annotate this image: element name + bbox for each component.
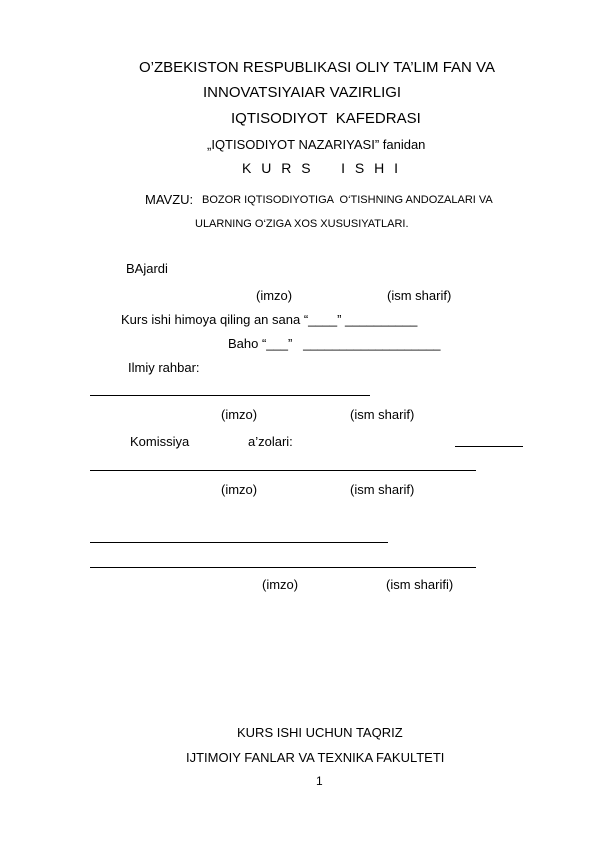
work-type-title: K U R S I S H I [242, 160, 402, 176]
grade-line: Baho “___” ___________________ [228, 336, 441, 351]
commission-signature-caption-1: (imzo) [221, 482, 258, 497]
defense-date-line: Kurs ishi himoya qiling an sana “____” __________ [121, 312, 418, 327]
subject-name: „IQTISODIYOT NAZARIYASI” fanidan [207, 137, 426, 152]
topic-label: MAVZU: [145, 192, 194, 207]
topic-line1: BOZOR IQTISODIYOTIGA O‘TISHNING ANDOZALARI VA [202, 194, 493, 206]
commission-name-caption-1: (ism sharif) [350, 482, 415, 497]
commission-member-line-1 [90, 470, 476, 471]
faculty-name: IJTIMOIY FANLAR VA TEXNIKA FAKULTETI [186, 750, 445, 765]
supervisor-signature-caption: (imzo) [221, 407, 258, 422]
department-name: IQTISODIYOT KAFEDRASI [231, 110, 421, 127]
commission-member-line-short [455, 446, 523, 447]
name-caption: (ism sharif) [387, 288, 452, 303]
commission-name-caption-2: (ism sharifi) [386, 577, 454, 592]
supervisor-name-caption: (ism sharif) [350, 407, 415, 422]
commission-member-line-3 [90, 567, 476, 568]
commission-member-line-2 [90, 542, 388, 543]
supervisor-signature-line [90, 395, 370, 396]
page-number: 1 [316, 774, 323, 788]
performed-by-label: BAjardi [126, 261, 168, 276]
ministry-title-line1: O’ZBEKISTON RESPUBLIKASI OLIY TA’LIM FAN VA [139, 59, 495, 76]
signature-caption: (imzo) [256, 288, 293, 303]
review-title: KURS ISHI UCHUN TAQRIZ [237, 725, 403, 740]
ministry-title-line2: INNOVATSIYAIAR VAZIRLIGI [203, 84, 402, 101]
commission-signature-caption-2: (imzo) [262, 577, 299, 592]
supervisor-label: Ilmiy rahbar: [128, 360, 200, 375]
topic-line2: ULARNING O‘ZIGA XOS XUSUSIYATLARI. [195, 218, 409, 230]
commission-label: Komissiya [130, 434, 190, 449]
commission-members-label: a’zolari: [248, 434, 293, 449]
